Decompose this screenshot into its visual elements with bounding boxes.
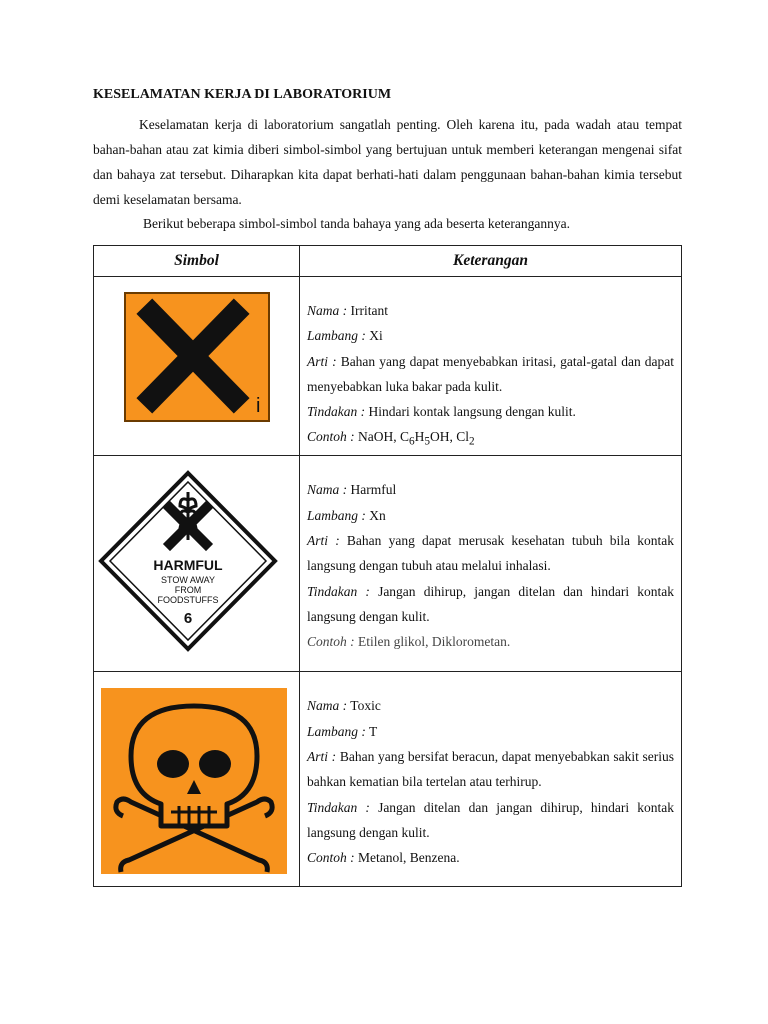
hazard-symbol-table [93,245,682,887]
svg-text:i: i [256,395,261,417]
header-symbol: Simbol [94,246,300,277]
hazard-example: Contoh : NaOH, $C_6H_5OH$, $Cl_2$ [307,429,475,449]
symbol-cell [94,456,300,672]
toxic-t-icon [101,688,287,874]
intro-paragraph: Keselamatan kerja di laboratorium sangatlah penting. Oleh karena itu, pada wadah atau tempat bahan-bahan atau zat kimia diberi simbol-simbol yang bertujuan untuk memberi keterangan mengenai sifat dan bahaya zat tersebut. Diharapkan kita dapat berhati-hati dalam penggunaan bahan-bahan kimia tersebut demi keselamatan bersama. [93,117,682,207]
document-body [93,84,682,236]
hazard-meaning: Bahan yang dapat menyebabkan iritasi, gatal-gatal dan dapat menyebabkan luka bakar pada kulit. [307,353,675,394]
header-description: Keterangan [300,246,682,277]
table-row [94,456,682,672]
list-intro-paragraph: Berikut beberapa simbol-simbol tanda bahaya yang ada beserta keterangannya. [143,216,570,231]
hazard-name: Irritant [350,303,388,318]
description-cell: Nama : Irritant Lambang : Xi Arti : Bahan yang dapat menyebabkan iritasi, gatal-gatal dan dapat menyebabkan luka bakar pada kulit. Tindakan : Hindari kontak langsung dengan kulit. Contoh : NaOH, $C_6H_5OH$, $Cl_2$ [300,277,682,456]
description-cell: Nama : Toxic Lambang : T Arti : Bahan yang bersifat beracun, dapat menyebabkan sakit serius bahkan kematian bila tertelan atau terhirup. Tindakan : Jangan ditelan dan jangan dihirup, hindari kontak langsung dengan kulit. Contoh : Metanol, Benzena. [300,672,682,887]
hazard-code: Xn [369,507,386,523]
hazard-code: Xi [369,328,383,344]
description-cell: Nama : Harmful Lambang : Xn Arti : Bahan yang dapat merusak kesehatan tubuh bila kontak langsung dengan tubuh atau melalui inhalasi. Tindakan : Jangan dihirup, jangan ditelan dan hindari kontak langsung dengan kulit. Contoh : Etilen glikol, Diklorometan. [300,456,682,672]
svg-text:HARMFUL: HARMFUL [153,557,223,574]
table-row [94,277,682,456]
svg-text:FROM: FROM [174,585,202,596]
hazard-example: Contoh : Etilen glikol, Diklorometan. [307,634,511,650]
svg-text:STOW AWAY: STOW AWAY [160,575,216,586]
hazard-meaning: Bahan yang bersifat beracun, dapat menyebabkan sakit serius bahkan kematian bila tertelan atau terhirup. [307,749,675,790]
hazard-example: Contoh : Metanol, Benzena. [307,850,460,866]
table-header-row [94,246,682,277]
hazard-action: Hindari kontak langsung dengan kulit. [368,404,576,420]
hazard-action: Jangan ditelan dan jangan dihirup, hindari kontak langsung dengan kulit. [307,799,674,840]
document-title: KESELAMATAN KERJA DI LABORATORIUM [93,87,392,102]
hazard-action: Jangan dihirup, jangan ditelan dan hindari kontak langsung dengan kulit. [307,583,674,624]
hazard-code: T [369,723,378,739]
svg-text:6: 6 [183,610,193,628]
irritant-xi-icon [124,292,270,422]
hazard-name: Toxic [350,698,381,714]
harmful-xn-icon [98,470,278,652]
table-row [94,672,682,887]
hazard-name: Harmful [350,482,397,498]
symbol-cell [94,672,300,887]
symbol-cell [94,277,300,456]
hazard-meaning: Bahan yang dapat merusak kesehatan tubuh bila kontak langsung dengan tubuh atau melalui inhalasi. [307,533,674,574]
svg-text:FOODSTUFFS: FOODSTUFFS [157,595,219,606]
